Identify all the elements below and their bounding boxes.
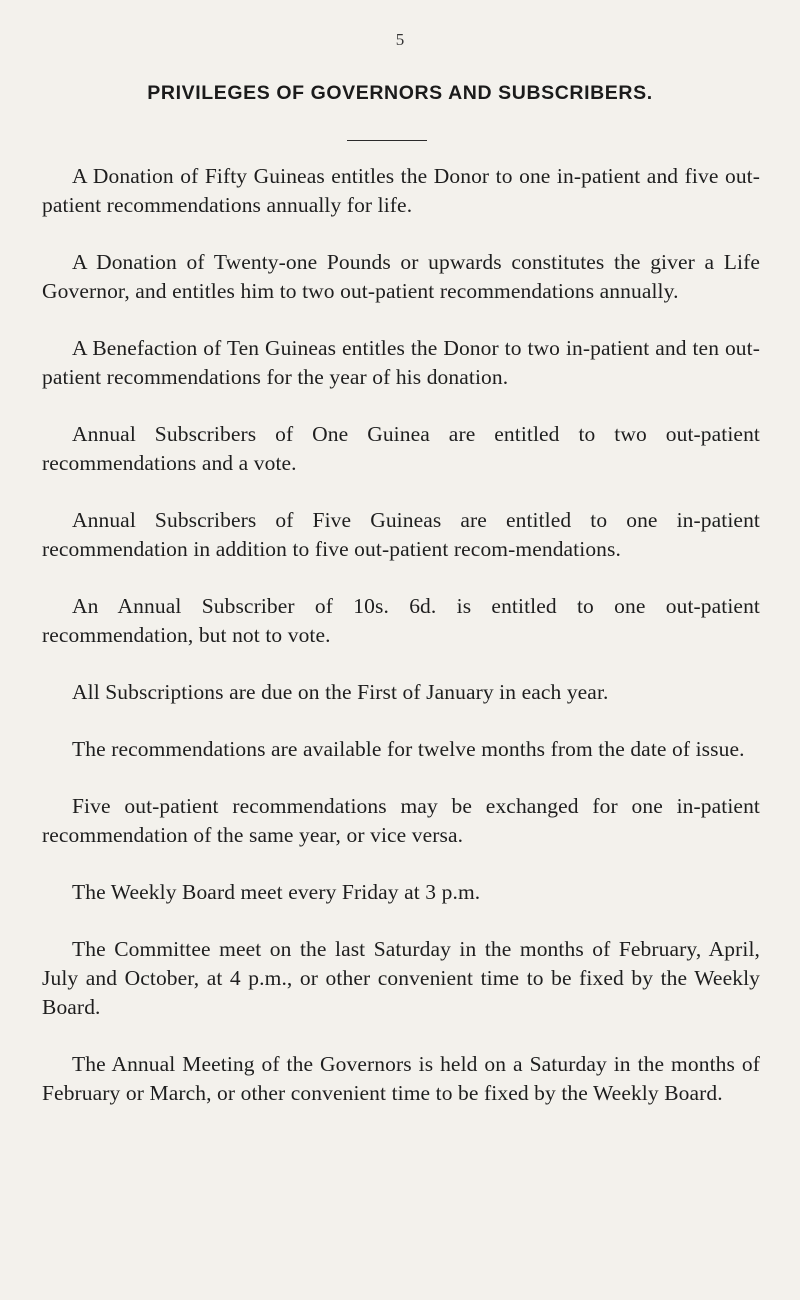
title-divider xyxy=(347,140,427,141)
page-number: 5 xyxy=(395,30,405,49)
paragraph-exchange-rule: Five out-patient recommendations may be exchanged for one in-patient recommendation of the same year, or vice versa. xyxy=(42,794,760,847)
paragraph-annual-meeting: The Annual Meeting of the Governors is held on a Saturday in the months of February or March, or other convenient time to be fixed by the Weekly Board. xyxy=(42,1052,760,1105)
paragraph-fifty-guineas-donation: A Donation of Fifty Guineas entitles the Donor to one in-patient and five out-patient recommendations annually for life. xyxy=(42,164,760,217)
paragraph-weekly-board: The Weekly Board meet every Friday at 3 p.m. xyxy=(72,880,481,904)
paragraph-subscriptions-due: All Subscriptions are due on the First of January in each year. xyxy=(72,680,609,704)
paragraph-recommendations-validity: The recommendations are available for twelve months from the date of issue. xyxy=(72,737,745,761)
paragraph-committee-meetings: The Committee meet on the last Saturday in the months of February, April, July and October, at 4 p.m., or other convenient time to be fixed by the Weekly Board. xyxy=(42,937,760,1019)
paragraph-half-guinea-subscriber: An Annual Subscriber of 10s. 6d. is entitled to one out-patient recommendation, but not to vote. xyxy=(42,594,760,647)
body-text xyxy=(42,162,760,1136)
paragraph-one-guinea-subscribers: Annual Subscribers of One Guinea are entitled to two out-patient recommendations and a vote. xyxy=(42,422,760,475)
paragraph-life-governor: A Donation of Twenty-one Pounds or upwards constitutes the giver a Life Governor, and entitles him to two out-patient recommendations annually. xyxy=(42,250,760,303)
paragraph-five-guineas-subscribers: Annual Subscribers of Five Guineas are entitled to one in-patient recommendation in addition to five out-patient recom-mendations. xyxy=(42,508,760,561)
page-title: PRIVILEGES OF GOVERNORS AND SUBSCRIBERS. xyxy=(147,82,653,104)
paragraph-ten-guineas-benefaction: A Benefaction of Ten Guineas entitles the Donor to two in-patient and ten out-patient recommendations for the year of his donation. xyxy=(42,336,760,389)
